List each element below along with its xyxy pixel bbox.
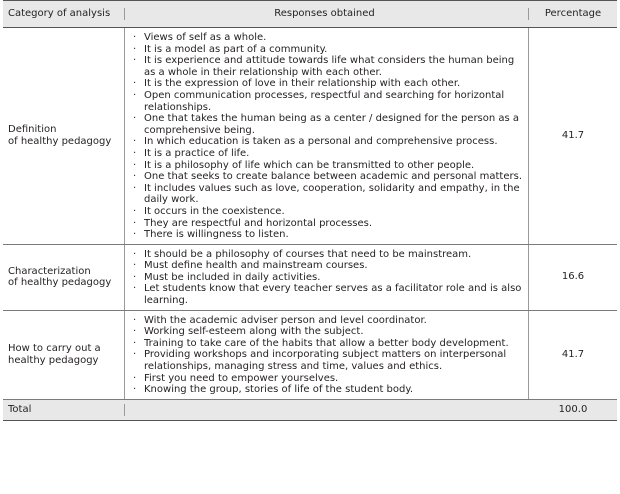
list-item: · They are respectful and horizontal processes. (133, 218, 524, 230)
list-item: · There is willingness to listen. (133, 229, 524, 241)
list-item: · It is the expression of love in their relationship with each other. (133, 78, 524, 90)
list-item: · Open communication processes, respectful and searching for horizontal relationships. (133, 90, 524, 113)
list-item: · It occurs in the coexistence. (133, 206, 524, 218)
responses-list (133, 311, 524, 399)
responses-cell (125, 28, 529, 244)
category-cell (3, 311, 125, 399)
total-percentage: 100.0 (558, 404, 588, 416)
header-percentage: Percentage (544, 8, 602, 20)
percentage-value: 41.7 (561, 130, 585, 142)
percentage-cell (529, 245, 617, 310)
percentage-value: 41.7 (561, 348, 585, 360)
header-category: Category of analysis (3, 8, 125, 20)
table-row (3, 28, 617, 245)
list-item: · It is a philosophy of life which can be transmitted to other people. (133, 160, 524, 172)
category-label: Definition of healthy pedagogy (8, 124, 112, 147)
list-item: · It is a practice of life. (133, 148, 524, 160)
list-item: · Let students know that every teacher serves as a facilitator role and is also learning. (133, 283, 524, 306)
list-item: · It should be a philosophy of courses that need to be mainstream. (133, 249, 524, 261)
total-label: Total (3, 404, 125, 416)
list-item: · It is experience and attitude towards life what considers the human being as a whole in their relationship with each other. (133, 55, 524, 78)
table-row (3, 245, 617, 311)
category-label: Characterization of healthy pedagogy (8, 265, 112, 289)
list-item: · First you need to empower yourselves. (133, 373, 524, 385)
list-item: · Must define health and mainstream courses. (133, 260, 524, 272)
total-row (3, 400, 617, 421)
list-item: · In which education is taken as a personal and comprehensive process. (133, 136, 524, 148)
table-header (3, 0, 617, 28)
category-cell (3, 28, 125, 244)
list-item: · Providing workshops and incorporating subject matters on interpersonal relationships, managing stress and time, values and ethics. (133, 349, 524, 372)
analysis-table (3, 0, 617, 421)
list-item: · It is a model as part of a community. (133, 44, 524, 56)
responses-list (133, 245, 524, 310)
table-row (3, 311, 617, 400)
list-item: · It includes values such as love, cooperation, solidarity and empathy, in the daily work. (133, 183, 524, 206)
header-responses: Responses obtained (125, 8, 529, 20)
responses-cell (125, 245, 529, 310)
list-item: · Must be included in daily activities. (133, 272, 524, 284)
responses-cell (125, 311, 529, 399)
list-item: · Training to take care of the habits that allow a better body development. (133, 338, 524, 350)
list-item: · Knowing the group, stories of life of the student body. (133, 384, 524, 396)
percentage-cell (529, 311, 617, 399)
category-label: How to carry out a healthy pedagogy (8, 343, 101, 366)
list-item: · Views of self as a whole. (133, 32, 524, 44)
list-item: · With the academic adviser person and level coordinator. (133, 315, 524, 327)
category-cell (3, 245, 125, 310)
percentage-cell (529, 28, 617, 244)
list-item: · One that takes the human being as a center / designed for the person as a comprehensive being. (133, 113, 524, 136)
percentage-value: 16.6 (561, 271, 585, 283)
responses-list (133, 28, 524, 244)
list-item: · One that seeks to create balance between academic and personal matters. (133, 171, 524, 183)
list-item: · Working self-esteem along with the subject. (133, 326, 524, 338)
